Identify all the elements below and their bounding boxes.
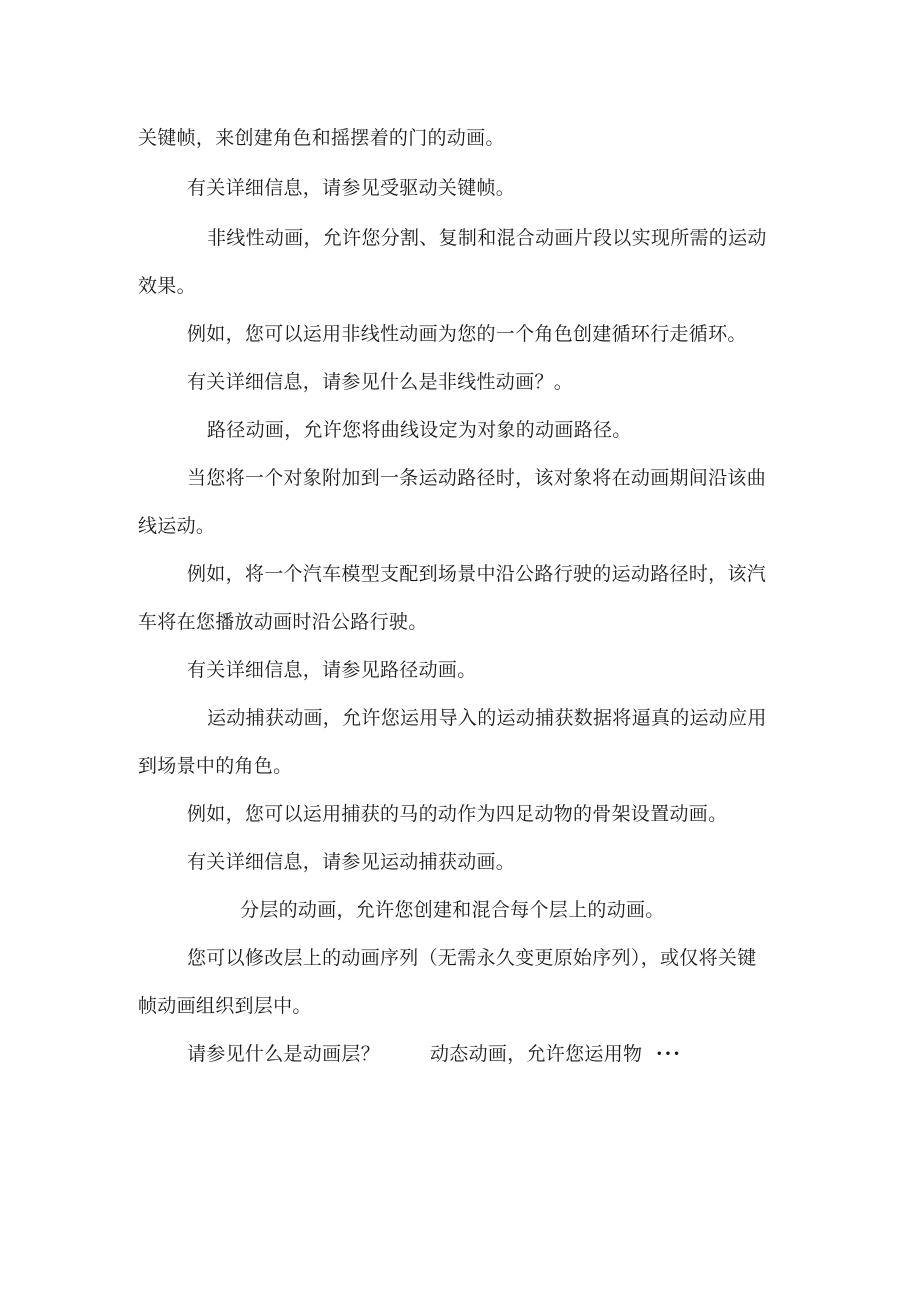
text-line: 例如，您可以运用捕获的马的动作为四足动物的骨架设置动画。 bbox=[187, 803, 728, 825]
text-line: 例如，将一个汽车模型支配到场景中沿公路行驶的运动路径时，该汽 bbox=[187, 563, 767, 585]
text-line: 运动捕获动画，允许您运用导入的运动捕获数据将逼真的运动应用 bbox=[207, 707, 767, 729]
text-line: 线运动。 bbox=[138, 515, 216, 537]
text-line: 效果。 bbox=[138, 275, 196, 297]
text-line: 路径动画，允许您将曲线设定为对象的动画路径。 bbox=[207, 419, 632, 441]
text-line: 动态动画，允许您运用物 bbox=[430, 1043, 643, 1065]
text-line: 有关详细信息，请参见什么是非线性动画？。 bbox=[187, 371, 574, 393]
ellipsis-dots: ··· bbox=[656, 1043, 682, 1065]
text-line: 有关详细信息，请参见受驱动关键帧。 bbox=[187, 177, 516, 199]
text-line: 帧动画组织到层中。 bbox=[138, 995, 312, 1017]
text-line: 关键帧，来创建角色和摇摆着的门的动画。 bbox=[138, 127, 505, 149]
text-line: 到场景中的角色。 bbox=[138, 755, 293, 777]
text-line: 分层的动画，允许您创建和混合每个层上的动画。 bbox=[240, 899, 665, 921]
text-line: 车将在您播放动画时沿公路行驶。 bbox=[138, 611, 428, 633]
text-line: 请参见什么是动画层？ bbox=[187, 1043, 381, 1065]
text-line: 当您将一个对象附加到一条运动路径时，该对象将在动画期间沿该曲 bbox=[187, 467, 767, 489]
text-line: 您可以修改层上的动画序列（无需永久变更原始序列），或仅将关键 bbox=[187, 947, 757, 969]
text-line: 非线性动画，允许您分割、复制和混合动画片段以实现所需的运动 bbox=[207, 227, 767, 249]
text-line: 例如，您可以运用非线性动画为您的一个角色创建循环行走循环。 bbox=[187, 323, 747, 345]
text-line: 有关详细信息，请参见运动捕获动画。 bbox=[187, 851, 516, 873]
text-line: 有关详细信息，请参见路径动画。 bbox=[187, 659, 477, 681]
